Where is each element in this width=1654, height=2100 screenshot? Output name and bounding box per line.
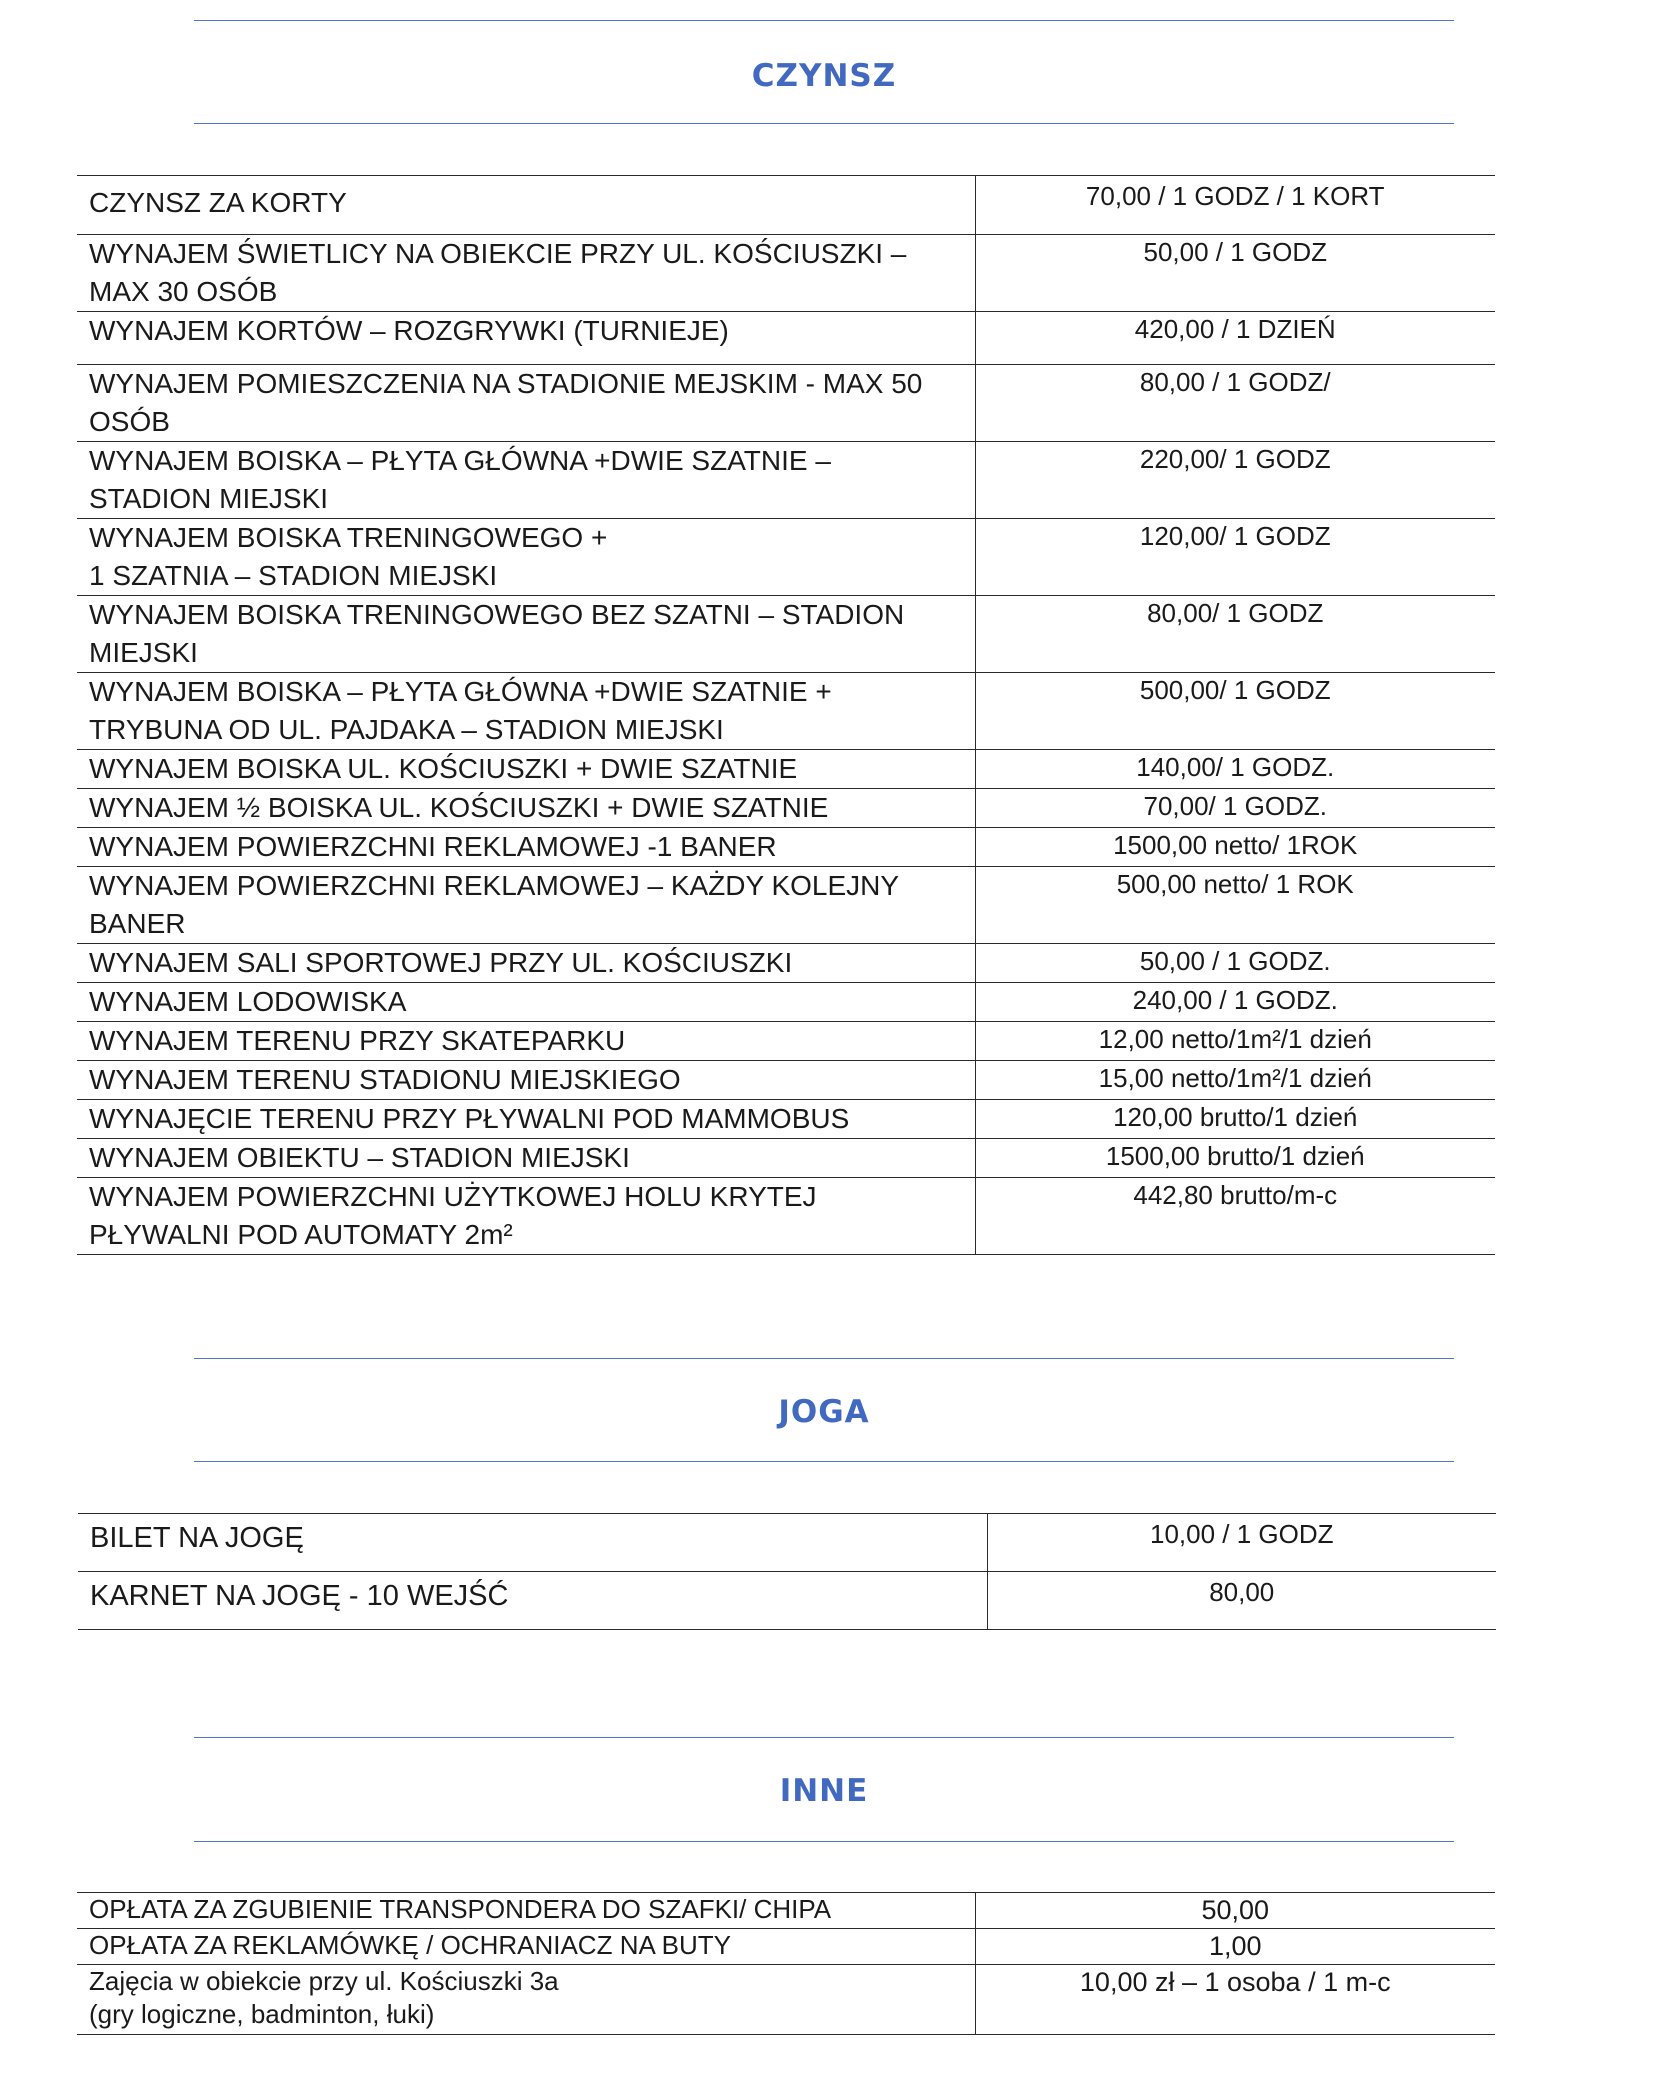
table-inne xyxy=(77,1892,1495,2035)
row-value: 140,00/ 1 GODZ. xyxy=(975,750,1495,789)
table-row xyxy=(77,1139,1495,1178)
row-value: 12,00 netto/1m²/1 dzień xyxy=(975,1022,1495,1061)
row-name: WYNAJEM ŚWIETLICY NA OBIEKCIE PRZY UL. KOŚCIUSZKI – MAX 30 OSÓB xyxy=(77,235,975,312)
row-name: WYNAJEM OBIEKTU – STADION MIEJSKI xyxy=(77,1139,975,1178)
table-row xyxy=(77,1100,1495,1139)
table-row xyxy=(77,828,1495,867)
row-value: 420,00 / 1 DZIEŃ xyxy=(975,312,1495,365)
row-name: OPŁATA ZA REKLAMÓWKĘ / OCHRANIACZ NA BUTY xyxy=(77,1929,975,1965)
section-header-inne xyxy=(194,1737,1454,1842)
row-value: 220,00/ 1 GODZ xyxy=(975,442,1495,519)
row-value: 120,00 brutto/1 dzień xyxy=(975,1100,1495,1139)
row-name: OPŁATA ZA ZGUBIENIE TRANSPONDERA DO SZAFKI/ CHIPA xyxy=(77,1893,975,1929)
row-name: WYNAJEM ½ BOISKA UL. KOŚCIUSZKI + DWIE SZATNIE xyxy=(77,789,975,828)
row-name: WYNAJEM KORTÓW – ROZGRYWKI (TURNIEJE) xyxy=(77,312,975,365)
table-row xyxy=(77,365,1495,442)
table-row xyxy=(77,1178,1495,1255)
row-value: 10,00 / 1 GODZ xyxy=(987,1514,1496,1572)
table-row xyxy=(77,867,1495,944)
section-header-czynsz xyxy=(194,20,1454,124)
row-value: 1500,00 netto/ 1ROK xyxy=(975,828,1495,867)
row-value: 50,00 xyxy=(975,1893,1495,1929)
table-row xyxy=(77,944,1495,983)
table-row xyxy=(77,750,1495,789)
table-row xyxy=(77,673,1495,750)
row-name: WYNAJEM TERENU PRZY SKATEPARKU xyxy=(77,1022,975,1061)
row-name: WYNAJEM BOISKA UL. KOŚCIUSZKI + DWIE SZATNIE xyxy=(77,750,975,789)
row-value: 80,00 xyxy=(987,1572,1496,1630)
table-row xyxy=(77,596,1495,673)
row-value: 500,00/ 1 GODZ xyxy=(975,673,1495,750)
row-name: WYNAJEM POWIERZCHNI REKLAMOWEJ – KAŻDY KOLEJNY BANER xyxy=(77,867,975,944)
row-name: WYNAJEM BOISKA TRENINGOWEGO BEZ SZATNI – STADION MIEJSKI xyxy=(77,596,975,673)
row-value: 70,00/ 1 GODZ. xyxy=(975,789,1495,828)
row-value: 80,00 / 1 GODZ/ xyxy=(975,365,1495,442)
table-row xyxy=(77,1965,1495,2035)
row-name: KARNET NA JOGĘ - 10 WEJŚĆ xyxy=(78,1572,987,1630)
table-joga xyxy=(78,1513,1496,1630)
row-name: WYNAJEM SALI SPORTOWEJ PRZY UL. KOŚCIUSZKI xyxy=(77,944,975,983)
section-title-czynsz: CZYNSZ xyxy=(751,58,897,94)
row-value: 1,00 xyxy=(975,1929,1495,1965)
table-row xyxy=(77,519,1495,596)
header-rule-bottom xyxy=(194,123,1454,124)
table-row xyxy=(77,789,1495,828)
row-name: WYNAJĘCIE TERENU PRZY PŁYWALNI POD MAMMOBUS xyxy=(77,1100,975,1139)
row-name: BILET NA JOGĘ xyxy=(78,1514,987,1572)
row-value: 500,00 netto/ 1 ROK xyxy=(975,867,1495,944)
table-row xyxy=(77,1061,1495,1100)
table-row xyxy=(77,1022,1495,1061)
row-value: 240,00 / 1 GODZ. xyxy=(975,983,1495,1022)
row-name: Zajęcia w obiekcie przy ul. Kościuszki 3a (gry logiczne, badminton, łuki) xyxy=(77,1965,975,2035)
table-czynsz xyxy=(77,175,1495,1255)
row-name: WYNAJEM BOISKA TRENINGOWEGO + 1 SZATNIA – STADION MIEJSKI xyxy=(77,519,975,596)
table-row xyxy=(78,1572,1496,1630)
header-rule-bottom xyxy=(194,1461,1454,1462)
row-value: 70,00 / 1 GODZ / 1 KORT xyxy=(975,176,1495,235)
table-row xyxy=(77,983,1495,1022)
row-value: 50,00 / 1 GODZ. xyxy=(975,944,1495,983)
table-row xyxy=(77,176,1495,235)
row-name: WYNAJEM TERENU STADIONU MIEJSKIEGO xyxy=(77,1061,975,1100)
row-value: 10,00 zł – 1 osoba / 1 m-c xyxy=(975,1965,1495,2035)
row-name: WYNAJEM POMIESZCZENIA NA STADIONIE MEJSKIM - MAX 50 OSÓB xyxy=(77,365,975,442)
table-row xyxy=(77,235,1495,312)
table-row xyxy=(77,312,1495,365)
header-rule-bottom xyxy=(194,1841,1454,1842)
row-value: 15,00 netto/1m²/1 dzień xyxy=(975,1061,1495,1100)
row-name: WYNAJEM BOISKA – PŁYTA GŁÓWNA +DWIE SZATNIE – STADION MIEJSKI xyxy=(77,442,975,519)
row-value: 50,00 / 1 GODZ xyxy=(975,235,1495,312)
section-header-joga xyxy=(194,1358,1454,1462)
table-row xyxy=(77,1929,1495,1965)
section-title-inne: INNE xyxy=(779,1773,869,1809)
table-row xyxy=(77,442,1495,519)
row-name: WYNAJEM POWIERZCHNI UŻYTKOWEJ HOLU KRYTEJ PŁYWALNI POD AUTOMATY 2m² xyxy=(77,1178,975,1255)
row-value: 1500,00 brutto/1 dzień xyxy=(975,1139,1495,1178)
table-row xyxy=(78,1514,1496,1572)
row-value: 120,00/ 1 GODZ xyxy=(975,519,1495,596)
section-title-joga: JOGA xyxy=(778,1394,870,1430)
row-value: 80,00/ 1 GODZ xyxy=(975,596,1495,673)
row-name: WYNAJEM LODOWISKA xyxy=(77,983,975,1022)
table-row xyxy=(77,1893,1495,1929)
row-value: 442,80 brutto/m-c xyxy=(975,1178,1495,1255)
row-name: WYNAJEM POWIERZCHNI REKLAMOWEJ -1 BANER xyxy=(77,828,975,867)
row-name: WYNAJEM BOISKA – PŁYTA GŁÓWNA +DWIE SZATNIE + TRYBUNA OD UL. PAJDAKA – STADION MIEJSKI xyxy=(77,673,975,750)
row-name: CZYNSZ ZA KORTY xyxy=(77,176,975,235)
